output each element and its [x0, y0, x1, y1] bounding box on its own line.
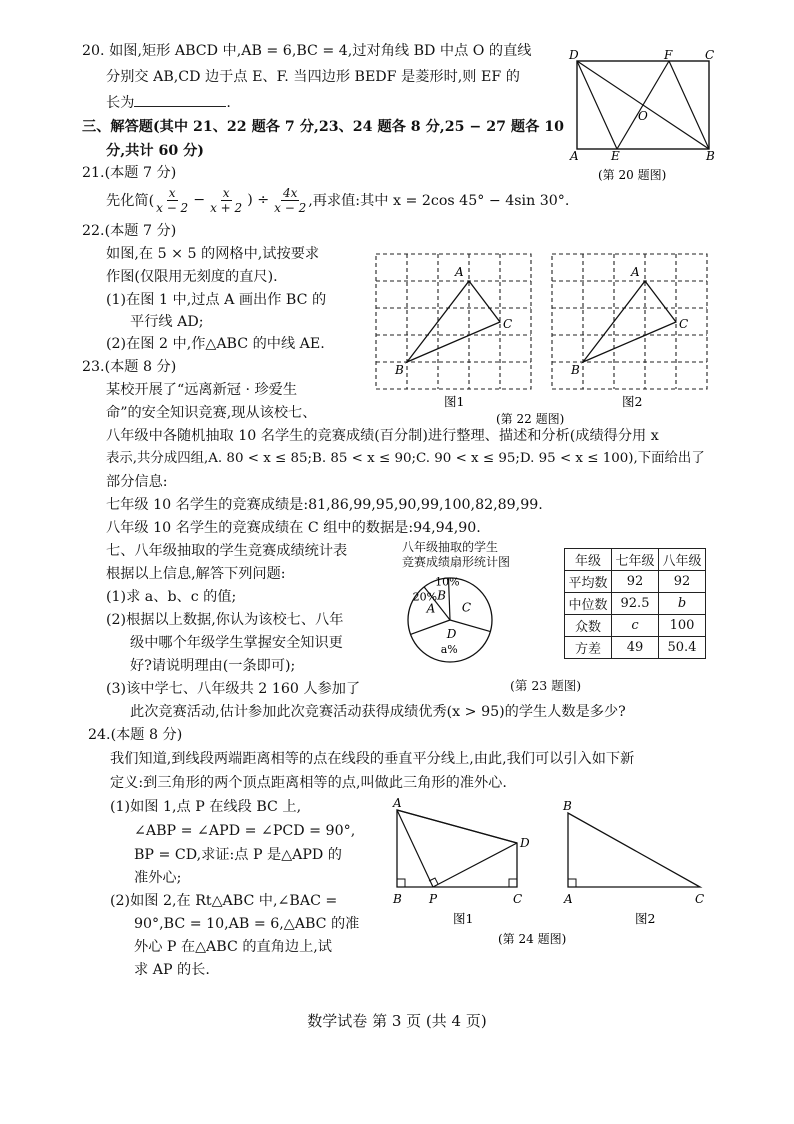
- q24-fig1-label-p: P: [429, 892, 438, 906]
- q23-line9: 根据以上信息,解答下列问题:: [106, 566, 286, 582]
- pie-slice-percent: a%: [440, 643, 458, 657]
- q20-line1: 20. 如图,矩形 ABCD 中,AB = 6,BC = 4,过对角线 BD 中点 O 的直线: [82, 43, 532, 59]
- q21-frac1-den: x − 2: [156, 200, 189, 215]
- table-cell: 八年级: [659, 549, 706, 571]
- q23-part3b: 此次竞赛活动,估计参加此次竞赛活动获得成绩优秀(x > 95)的学生人数是多少?: [130, 704, 626, 720]
- q24-part2b: 90°,BC = 10,AB = 6,△ABC 的准: [134, 916, 360, 932]
- q23-part1: (1)求 a、b、c 的值;: [106, 589, 237, 605]
- q23-part2c: 好?请说明理由(一条即可);: [130, 658, 296, 674]
- q21-suffix: ,再求值:其中 x = 2cos 45° − 4sin 30°.: [308, 193, 570, 209]
- table-cell: 众数: [565, 615, 612, 637]
- q23-line5: 部分信息:: [106, 474, 168, 490]
- q24-fig2-label-a: A: [564, 892, 573, 906]
- q23-line7: 八年级 10 名学生的竞赛成绩在 C 组中的数据是:94,94,90.: [106, 520, 481, 536]
- q24-fig1-label-b: B: [393, 892, 402, 906]
- q24-fig1-label-d: D: [520, 836, 530, 850]
- q23-pie-title-line2: 竞赛成绩扇形统计图: [402, 555, 511, 569]
- q24-fig2-title: 图2: [635, 911, 656, 926]
- q22-fig1-label-b: B: [395, 363, 404, 377]
- q24-caption: (第 24 题图): [498, 932, 567, 946]
- q24-line1: 我们知道,到线段两端距离相等的点在线段的垂直平分线上,由此,我们可以引入如下新: [110, 751, 635, 767]
- q21-frac1: [156, 186, 188, 215]
- q24-fig1-label-c: C: [513, 892, 523, 906]
- pie-slice-percent: 10%: [435, 575, 460, 589]
- table-row: [565, 593, 706, 615]
- table-header-row: [565, 549, 706, 571]
- q21-frac3: [274, 186, 306, 215]
- section3-line2: 分,共计 60 分): [106, 143, 205, 159]
- q20-caption: (第 20 题图): [598, 168, 667, 182]
- pie-slice-percent: 20%: [412, 590, 438, 604]
- q21-frac2-num: x: [222, 185, 230, 200]
- q21-frac1-num: x: [168, 185, 176, 200]
- q24-part1d: 准外心;: [134, 870, 182, 886]
- q22-head: 22.(本题 7 分): [82, 223, 177, 239]
- q23-pie-title: [402, 540, 510, 570]
- table-cell: 92: [612, 571, 659, 593]
- q24-part2d: 求 AP 的长.: [134, 962, 210, 978]
- pie-slice-label: B: [437, 588, 446, 603]
- q21-div: ) ÷: [247, 192, 270, 208]
- q21-frac2: [210, 186, 242, 215]
- pie-slice-label: D: [446, 627, 457, 642]
- q20-line3-prefix: 长为: [106, 95, 135, 111]
- q20-answer-blank[interactable]: [134, 92, 226, 107]
- q24-part1c: BP = CD,求证:点 P 是△APD 的: [134, 847, 342, 863]
- q22-caption: (第 22 题图): [496, 412, 565, 426]
- q24-part1b: ∠ABP = ∠APD = ∠PCD = 90°,: [134, 823, 356, 839]
- q20-label-e: E: [611, 149, 620, 163]
- q24-fig2-label-c: C: [695, 892, 705, 906]
- q22-line5: (2)在图 2 中,作△ABC 的中线 AE.: [106, 336, 325, 352]
- q22-figures: [368, 246, 723, 426]
- q23-stats-table: [564, 548, 706, 659]
- q24-head: 24.(本题 8 分): [88, 727, 183, 743]
- table-cell: 49: [612, 637, 659, 659]
- q20-figure: [560, 45, 730, 185]
- q22-line3: (1)在图 1 中,过点 A 画出作 BC 的: [106, 292, 327, 308]
- q24-figures: [385, 795, 725, 955]
- q22-line4: 平行线 AD;: [130, 314, 204, 330]
- table-cell: 92: [659, 571, 706, 593]
- q22-fig1-label-a: A: [455, 265, 464, 279]
- table-row: [565, 615, 706, 637]
- q23-pie-chart: [400, 572, 520, 672]
- q24-fig2-label-b: B: [563, 799, 572, 813]
- q22-fig2-title: 图2: [622, 394, 643, 409]
- q23-line2: 命”的安全知识竞赛,现从该校七、: [106, 405, 317, 421]
- q23-caption: (第 23 题图): [510, 678, 582, 693]
- q23-pie-labels: [413, 576, 471, 657]
- q21-minus: −: [193, 192, 206, 208]
- q24-part1a: (1)如图 1,点 P 在线段 BC 上,: [110, 799, 302, 815]
- table-row: [565, 571, 706, 593]
- q22-fig2-label-b: B: [571, 363, 580, 377]
- q23-line4: 表示,共分成四组,A. 80 < x ≤ 85;B. 85 < x ≤ 90;C. 90 < x ≤ 95;D. 95 < x ≤ 100),下面给出了: [106, 451, 705, 466]
- q22-line2: 作图(仅限用无刻度的直尺).: [106, 269, 278, 285]
- q20-label-d: D: [569, 48, 579, 62]
- q21-head: 21.(本题 7 分): [82, 165, 177, 181]
- q23-line3: 八年级中各随机抽取 10 名学生的竞赛成绩(百分制)进行整理、描述和分析(成绩得分用 x: [106, 428, 659, 444]
- q22-line1: 如图,在 5 × 5 的网格中,试按要求: [106, 246, 320, 262]
- pie-slice-label: A: [426, 601, 436, 616]
- q21-expression: [106, 182, 569, 218]
- table-cell: 年级: [565, 549, 612, 571]
- pie-slice-label: C: [461, 600, 472, 615]
- table-cell: 100: [659, 615, 706, 637]
- q22-fig2-label-c: C: [679, 317, 689, 331]
- q21-frac2-den: x + 2: [210, 200, 243, 215]
- q23-line8: 七、八年级抽取的学生竞赛成绩统计表: [106, 543, 348, 559]
- q20-line3: [106, 92, 231, 114]
- q22-fig1-label-c: C: [503, 317, 513, 331]
- q20-line2: 分别交 AB,CD 边于点 E、F. 当四边形 BEDF 是菱形时,则 EF 的: [106, 69, 520, 85]
- page-footer: 数学试卷 第 3 页 (共 4 页): [307, 1012, 487, 1030]
- section3-line1: 三、解答题(其中 21、22 题各 7 分,23、24 题各 8 分,25 − 27 题各 10: [82, 119, 564, 135]
- table-cell: 平均数: [565, 571, 612, 593]
- q24-part2c: 外心 P 在△ABC 的直角边上,试: [134, 939, 332, 955]
- table-cell: 中位数: [565, 593, 612, 615]
- q23-pie-title-line1: 八年级抽取的学生: [402, 540, 499, 554]
- q20-label-a: A: [570, 149, 579, 163]
- table-cell: 方差: [565, 637, 612, 659]
- q20-label-b: B: [706, 149, 715, 163]
- q23-head: 23.(本题 8 分): [82, 359, 177, 375]
- q23-line6: 七年级 10 名学生的竞赛成绩是:81,86,99,95,90,99,100,82,89,99.: [106, 497, 543, 513]
- q21-prefix: 先化简(: [106, 193, 155, 209]
- q23-part2b: 级中哪个年级学生掌握安全知识更: [130, 635, 343, 651]
- table-cell: 七年级: [612, 549, 659, 571]
- table-cell: 92.5: [612, 593, 659, 615]
- q24-fig1-label-a: A: [393, 796, 402, 810]
- table-cell: b: [659, 593, 706, 615]
- q23-part3a: (3)该中学七、八年级共 2 160 人参加了: [106, 681, 361, 697]
- q20-label-o: O: [638, 109, 648, 123]
- q21-frac3-num: 4x: [282, 185, 298, 200]
- q23-line1: 某校开展了“远离新冠 · 珍爱生: [106, 382, 298, 398]
- table-row: [565, 637, 706, 659]
- table-cell: c: [612, 615, 659, 637]
- q21-frac3-den: x − 2: [274, 200, 307, 215]
- pie-slice-edge: [411, 620, 451, 634]
- q20-label-c: C: [705, 48, 715, 62]
- q24-part2a: (2)如图 2,在 Rt△ABC 中,∠BAC =: [110, 893, 338, 909]
- q20-line3-suffix: .: [226, 95, 231, 111]
- q22-fig2-label-a: A: [631, 265, 640, 279]
- q20-label-f: F: [664, 48, 673, 62]
- q24-line2: 定义:到三角形的两个顶点距离相等的点,叫做此三角形的准外心.: [110, 775, 507, 791]
- table-cell: 50.4: [659, 637, 706, 659]
- q22-fig1-title: 图1: [444, 394, 465, 409]
- q24-fig1-title: 图1: [453, 911, 474, 926]
- q23-part2a: (2)根据以上数据,你认为该校七、八年: [106, 612, 344, 628]
